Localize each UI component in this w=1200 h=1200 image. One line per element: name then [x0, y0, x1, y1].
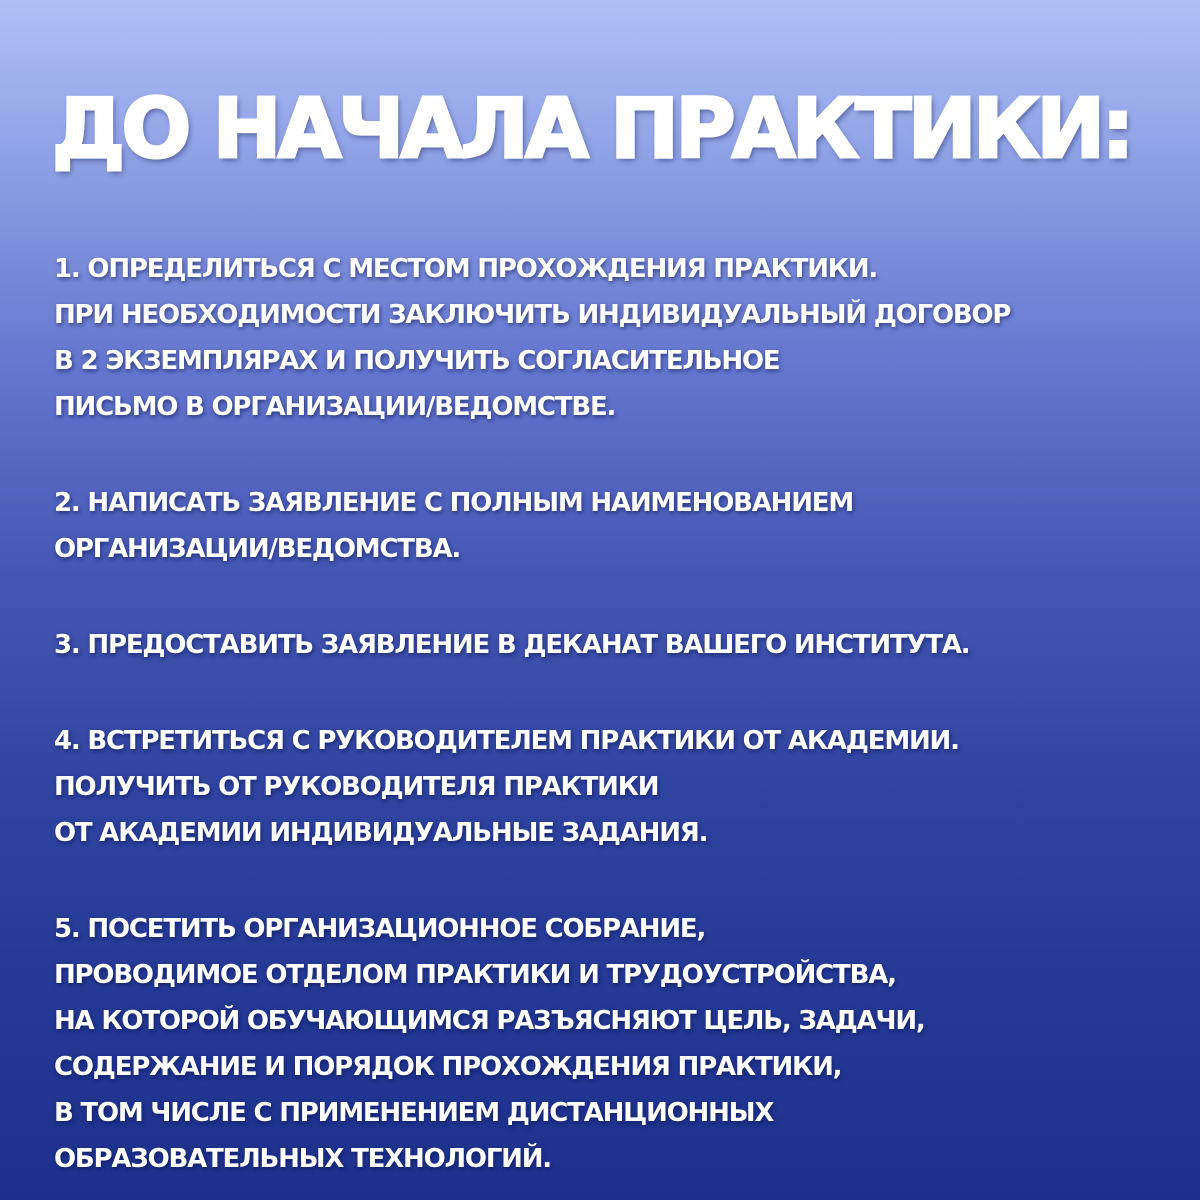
step-4-line-3: ОТ АКАДЕМИИ ИНДИВИДУАЛЬНЫЕ ЗАДАНИЯ. — [54, 818, 708, 848]
step-item-3 — [54, 622, 1010, 668]
steps-list — [54, 246, 1010, 1200]
step-2-line-2: ОРГАНИЗАЦИИ/ВЕДОМСТВА. — [54, 534, 461, 564]
step-3-line-1: 3. ПРЕДОСТАВИТЬ ЗАЯВЛЕНИЕ В ДЕКАНАТ ВАШЕГО ИНСТИТУТА. — [54, 630, 970, 660]
step-item-5 — [54, 906, 1010, 1182]
step-1-line-1: 1. ОПРЕДЕЛИТЬСЯ С МЕСТОМ ПРОХОЖДЕНИЯ ПРАКТИКИ. — [54, 254, 878, 284]
step-1-line-3: В 2 ЭКЗЕМПЛЯРАХ И ПОЛУЧИТЬ СОГЛАСИТЕЛЬНОЕ — [54, 346, 780, 376]
step-5-line-2: ПРОВОДИМОЕ ОТДЕЛОМ ПРАКТИКИ И ТРУДОУСТРОЙСТВА, — [54, 960, 896, 990]
step-5-line-1: 5. ПОСЕТИТЬ ОРГАНИЗАЦИОННОЕ СОБРАНИЕ, — [54, 914, 706, 944]
step-5-line-3: НА КОТОРОЙ ОБУЧАЮЩИМСЯ РАЗЪЯСНЯЮТ ЦЕЛЬ, ЗАДАЧИ, — [54, 1006, 925, 1036]
poster-title: ДО НАЧАЛА ПРАКТИКИ: — [52, 82, 1131, 177]
step-4-line-2: ПОЛУЧИТЬ ОТ РУКОВОДИТЕЛЯ ПРАКТИКИ — [54, 772, 659, 802]
step-4-line-1: 4. ВСТРЕТИТЬСЯ С РУКОВОДИТЕЛЕМ ПРАКТИКИ ОТ АКАДЕМИИ. — [54, 726, 959, 756]
step-1-line-4: ПИСЬМО В ОРГАНИЗАЦИИ/ВЕДОМСТВЕ. — [54, 392, 616, 422]
step-5-line-4: СОДЕРЖАНИЕ И ПОРЯДОК ПРОХОЖДЕНИЯ ПРАКТИКИ, — [54, 1052, 842, 1082]
step-item-1 — [54, 246, 1010, 430]
step-1-line-2: ПРИ НЕОБХОДИМОСТИ ЗАКЛЮЧИТЬ ИНДИВИДУАЛЬНЫЙ ДОГОВОР — [54, 300, 1011, 330]
step-5-line-5: В ТОМ ЧИСЛЕ С ПРИМЕНЕНИЕМ ДИСТАНЦИОННЫХ — [54, 1098, 774, 1128]
step-5-line-6: ОБРАЗОВАТЕЛЬНЫХ ТЕХНОЛОГИЙ. — [54, 1144, 551, 1174]
step-2-line-1: 2. НАПИСАТЬ ЗАЯВЛЕНИЕ С ПОЛНЫМ НАИМЕНОВАНИЕМ — [54, 488, 853, 518]
step-item-2 — [54, 480, 1010, 572]
step-item-4 — [54, 718, 1010, 856]
